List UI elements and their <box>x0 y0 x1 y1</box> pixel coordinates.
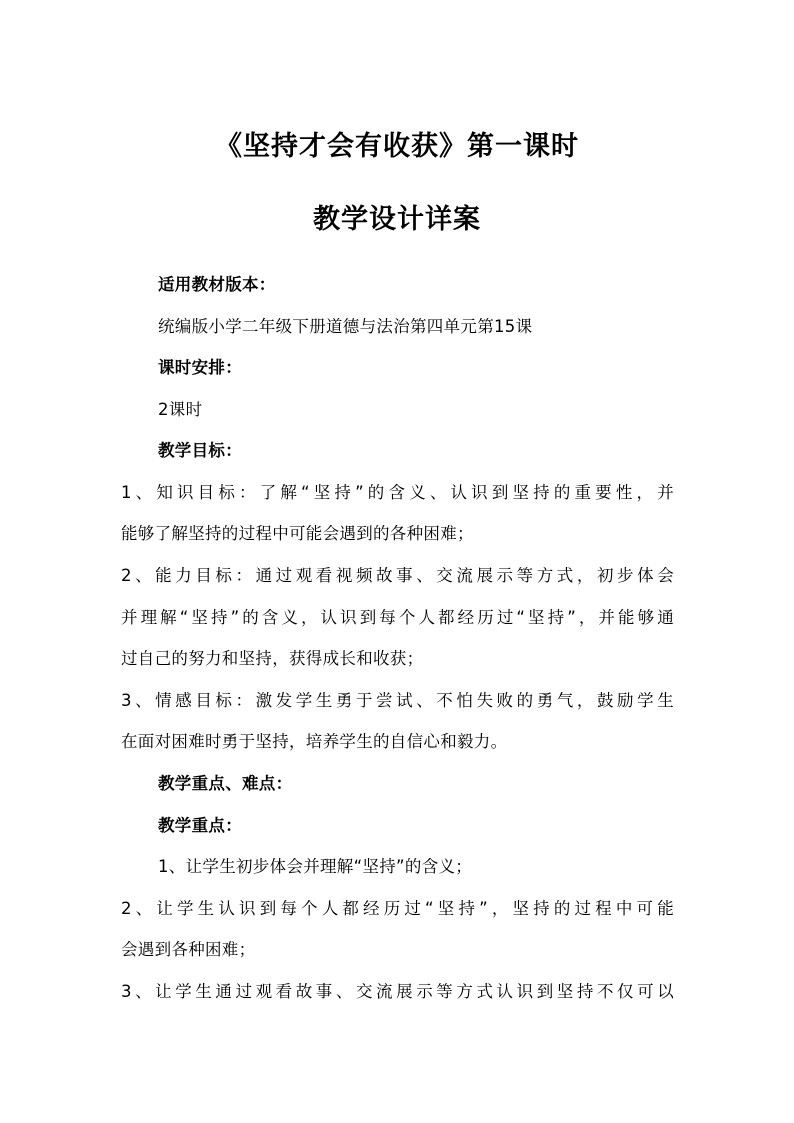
objective-1-line-2: 能够了解坚持的过程中可能会遇到的各种困难； <box>121 524 474 543</box>
schedule-value: 2课时 <box>158 400 203 419</box>
document-title: 《坚持才会有收获》第一课时 <box>215 131 579 162</box>
key-point-3-line-1: 3、让学生通过观看故事、交流展示等方式认识到坚持不仅可以 <box>121 982 674 1001</box>
objective-3-line-2: 在面对困难时勇于坚持，培养学生的自信心和毅力。 <box>121 732 508 751</box>
key-points-label: 教学重点： <box>158 816 242 835</box>
schedule-label: 课时安排： <box>158 358 242 377</box>
key-point-2-line-1: 2、让学生认识到每个人都经历过“坚持”，坚持的过程中可能 <box>121 899 674 918</box>
objective-2-line-3: 过自己的努力和坚持，获得成长和收获； <box>121 649 424 668</box>
objective-2-line-2: 并理解“坚持”的含义，认识到每个人都经历过“坚持”，并能够通 <box>121 608 674 627</box>
objectives-label: 教学目标： <box>158 441 242 460</box>
key-point-2-line-2: 会遇到各种困难； <box>121 940 256 959</box>
key-point-1: 1、让学生初步体会并理解“坚持”的含义； <box>158 857 473 876</box>
objective-1-line-1: 1、知识目标：了解“坚持”的含义、认识到坚持的重要性，并 <box>121 483 674 502</box>
objective-3-line-1: 3、情感目标：激发学生勇于尝试、不怕失败的勇气，鼓励学生 <box>121 691 674 710</box>
material-value: 统编版小学二年级下册道德与法治第四单元第15课 <box>158 317 533 336</box>
material-label: 适用教材版本： <box>158 275 276 294</box>
document-subtitle: 教学设计详案 <box>313 204 481 235</box>
key-difficult-label: 教学重点、难点： <box>158 774 293 793</box>
objective-2-line-1: 2、能力目标：通过观看视频故事、交流展示等方式，初步体会 <box>121 566 674 585</box>
